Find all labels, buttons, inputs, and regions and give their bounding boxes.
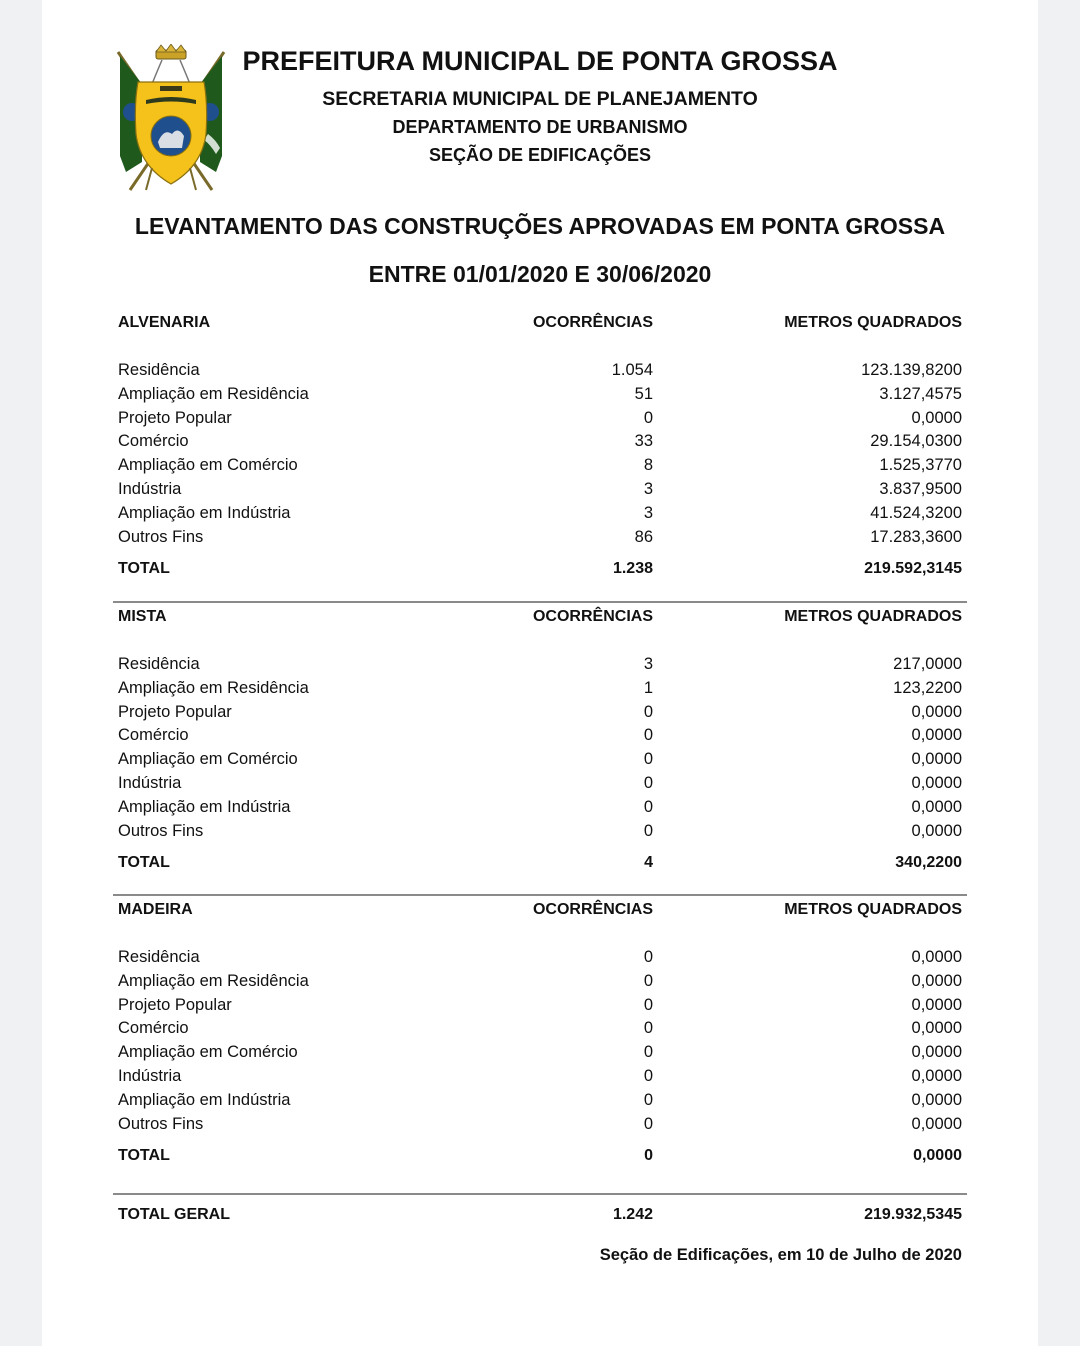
row-label: Outros Fins <box>118 1114 204 1133</box>
row-m2: 0,0000 <box>911 1114 962 1133</box>
row-m2: 0,0000 <box>911 1066 962 1085</box>
section-divider <box>113 894 967 896</box>
coat-of-arms-icon <box>112 44 230 196</box>
row-m2: 0,0000 <box>911 702 962 721</box>
total-occ: 1.238 <box>612 560 653 578</box>
table-row <box>118 1091 962 1115</box>
section-header <box>118 901 962 925</box>
section-name: MISTA <box>118 608 167 625</box>
section-mista <box>118 608 962 878</box>
row-occ: 1 <box>643 678 653 697</box>
total-label: TOTAL <box>118 560 170 578</box>
table-row <box>118 456 962 480</box>
table-row <box>118 972 962 996</box>
row-occ: 8 <box>643 456 653 475</box>
org-title: PREFEITURA MUNICIPAL DE PONTA GROSSA <box>242 46 838 76</box>
row-label: Ampliação em Comércio <box>118 456 298 475</box>
total-label: TOTAL <box>118 854 170 872</box>
row-occ: 86 <box>634 527 653 546</box>
table-row <box>118 385 962 409</box>
row-label: Ampliação em Indústria <box>118 503 291 522</box>
total-m2: 340,2200 <box>895 854 962 872</box>
row-label: Residência <box>118 948 200 966</box>
row-label: Projeto Popular <box>118 702 232 721</box>
row-label: Ampliação em Residência <box>118 678 309 697</box>
table-row <box>118 655 962 679</box>
table-row <box>118 1019 962 1043</box>
section-header <box>118 608 962 632</box>
col-header-occ: OCORRÊNCIAS <box>532 901 653 918</box>
row-m2: 217,0000 <box>893 655 962 673</box>
row-occ: 0 <box>643 702 653 721</box>
row-m2: 0,0000 <box>911 408 962 427</box>
total-m2: 219.592,3145 <box>864 560 962 578</box>
row-m2: 0,0000 <box>911 797 962 816</box>
departamento-subtitle: DEPARTAMENTO DE URBANISMO <box>392 117 688 137</box>
table-row <box>118 948 962 972</box>
row-occ: 0 <box>643 821 653 840</box>
row-m2: 17.283,3600 <box>870 527 962 546</box>
col-header-occ: OCORRÊNCIAS <box>532 608 653 625</box>
row-m2: 0,0000 <box>911 1090 962 1109</box>
table-row <box>118 528 962 552</box>
report-period: ENTRE 01/01/2020 E 30/06/2020 <box>368 261 712 287</box>
row-m2: 123.139,8200 <box>861 361 962 379</box>
row-m2: 0,0000 <box>911 971 962 990</box>
row-m2: 0,0000 <box>911 821 962 840</box>
grand-total-row <box>118 1206 962 1230</box>
row-occ: 51 <box>634 384 653 403</box>
grand-total-divider <box>113 1193 967 1195</box>
row-label: Outros Fins <box>118 527 204 546</box>
row-occ: 0 <box>643 1114 653 1133</box>
row-label: Ampliação em Comércio <box>118 1043 298 1062</box>
row-m2: 0,0000 <box>911 750 962 769</box>
row-label: Ampliação em Comércio <box>118 750 298 769</box>
row-occ: 0 <box>643 1019 653 1038</box>
table-row <box>118 1043 962 1067</box>
table-row <box>118 432 962 456</box>
table-row <box>118 996 962 1020</box>
row-occ: 0 <box>643 1043 653 1062</box>
row-m2: 0,0000 <box>911 995 962 1014</box>
total-occ: 4 <box>644 854 653 872</box>
section-total-row <box>118 560 962 584</box>
row-occ: 0 <box>643 948 653 966</box>
row-label: Comércio <box>118 432 189 451</box>
row-m2: 0,0000 <box>911 948 962 966</box>
row-label: Ampliação em Residência <box>118 384 309 403</box>
footer-signature: Seção de Edificações, em 10 de Julho de 2020 <box>599 1246 962 1264</box>
table-row <box>118 504 962 528</box>
row-m2: 0,0000 <box>911 1019 962 1038</box>
row-occ: 33 <box>634 432 653 451</box>
row-m2: 1.525,3770 <box>879 456 962 475</box>
table-row <box>118 726 962 750</box>
row-label: Ampliação em Indústria <box>118 797 291 816</box>
col-header-occ: OCORRÊNCIAS <box>532 314 653 331</box>
section-alvenaria <box>118 314 962 584</box>
table-row <box>118 1115 962 1139</box>
total-label: TOTAL <box>118 1147 170 1165</box>
row-label: Projeto Popular <box>118 995 232 1014</box>
row-occ: 3 <box>643 503 653 522</box>
total-m2: 0,0000 <box>913 1147 962 1165</box>
row-m2: 29.154,0300 <box>870 432 962 451</box>
table-row <box>118 409 962 433</box>
grand-total-m2: 219.932,5345 <box>864 1206 962 1223</box>
total-occ: 0 <box>644 1147 653 1165</box>
row-occ: 3 <box>643 479 653 498</box>
row-occ: 0 <box>643 773 653 792</box>
grand-total <box>118 1206 962 1230</box>
row-m2: 0,0000 <box>911 726 962 745</box>
row-label: Outros Fins <box>118 821 204 840</box>
row-occ: 0 <box>643 995 653 1014</box>
row-label: Indústria <box>118 773 182 792</box>
grand-total-label: TOTAL GERAL <box>118 1206 230 1223</box>
row-m2: 0,0000 <box>911 1043 962 1062</box>
col-header-m2: METROS QUADRADOS <box>784 608 962 625</box>
row-label: Indústria <box>118 479 182 498</box>
row-m2: 123,2200 <box>893 678 962 697</box>
row-m2: 3.127,4575 <box>879 384 962 403</box>
row-occ: 0 <box>643 971 653 990</box>
row-label: Ampliação em Residência <box>118 971 309 990</box>
table-row <box>118 750 962 774</box>
section-madeira <box>118 901 962 1171</box>
row-m2: 41.524,3200 <box>870 503 962 522</box>
row-occ: 0 <box>643 1090 653 1109</box>
row-occ: 0 <box>643 1066 653 1085</box>
section-total-row <box>118 1147 962 1171</box>
secretaria-subtitle: SECRETARIA MUNICIPAL DE PLANEJAMENTO <box>322 88 758 110</box>
row-occ: 0 <box>643 750 653 769</box>
table-row <box>118 822 962 846</box>
row-label: Residência <box>118 655 200 673</box>
section-divider <box>113 601 967 603</box>
table-row <box>118 361 962 385</box>
table-row <box>118 480 962 504</box>
table-row <box>118 774 962 798</box>
row-label: Projeto Popular <box>118 408 232 427</box>
row-occ: 3 <box>643 655 653 673</box>
section-header <box>118 314 962 338</box>
table-row <box>118 798 962 822</box>
row-label: Residência <box>118 361 200 379</box>
section-total-row <box>118 854 962 878</box>
row-m2: 3.837,9500 <box>879 479 962 498</box>
row-occ: 1.054 <box>611 361 653 379</box>
row-label: Indústria <box>118 1066 182 1085</box>
section-name: MADEIRA <box>118 901 193 918</box>
table-row <box>118 1067 962 1091</box>
row-label: Comércio <box>118 726 189 745</box>
table-row <box>118 679 962 703</box>
report-title: LEVANTAMENTO DAS CONSTRUÇÕES APROVADAS EM PONTA GROSSA <box>134 213 946 239</box>
section-name: ALVENARIA <box>118 314 211 331</box>
table-row <box>118 703 962 727</box>
row-m2: 0,0000 <box>911 773 962 792</box>
grand-total-occ: 1.242 <box>612 1206 653 1223</box>
row-occ: 0 <box>643 797 653 816</box>
row-occ: 0 <box>643 408 653 427</box>
row-label: Ampliação em Indústria <box>118 1090 291 1109</box>
col-header-m2: METROS QUADRADOS <box>784 314 962 331</box>
col-header-m2: METROS QUADRADOS <box>784 901 962 918</box>
row-occ: 0 <box>643 726 653 745</box>
row-label: Comércio <box>118 1019 189 1038</box>
secao-subtitle: SEÇÃO DE EDIFICAÇÕES <box>428 145 652 165</box>
